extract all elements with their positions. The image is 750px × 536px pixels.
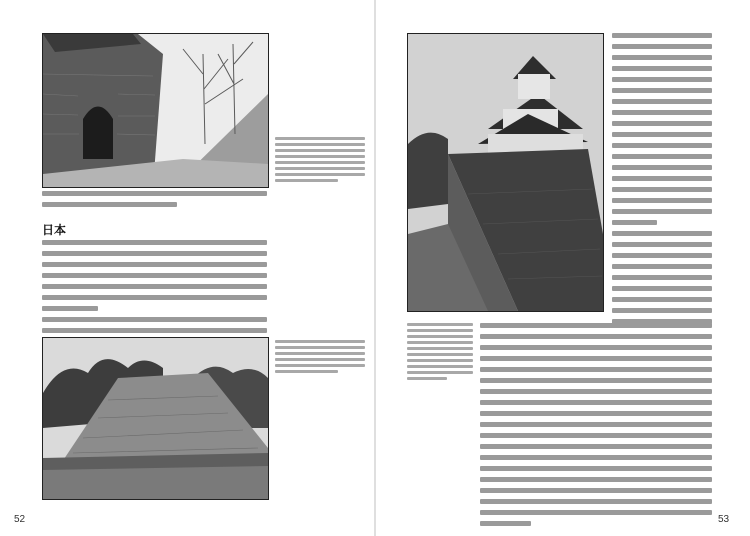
- page-number-right: 53: [718, 514, 730, 525]
- body-text-left-top: [42, 191, 267, 207]
- body-text-right-column: [612, 33, 712, 324]
- photo-castle-keep: [407, 33, 604, 312]
- photo-castle-gate: [42, 33, 269, 188]
- page-number-left: 52: [14, 514, 26, 525]
- caption-castle-keep: [407, 323, 473, 383]
- body-text-right-bottom: [480, 323, 712, 526]
- page-fold: [374, 0, 376, 536]
- caption-stone-wall-moat: [275, 340, 365, 376]
- caption-castle-gate: [275, 137, 365, 185]
- section-heading: 日本: [42, 223, 67, 237]
- photo-stone-wall-moat: [42, 337, 269, 500]
